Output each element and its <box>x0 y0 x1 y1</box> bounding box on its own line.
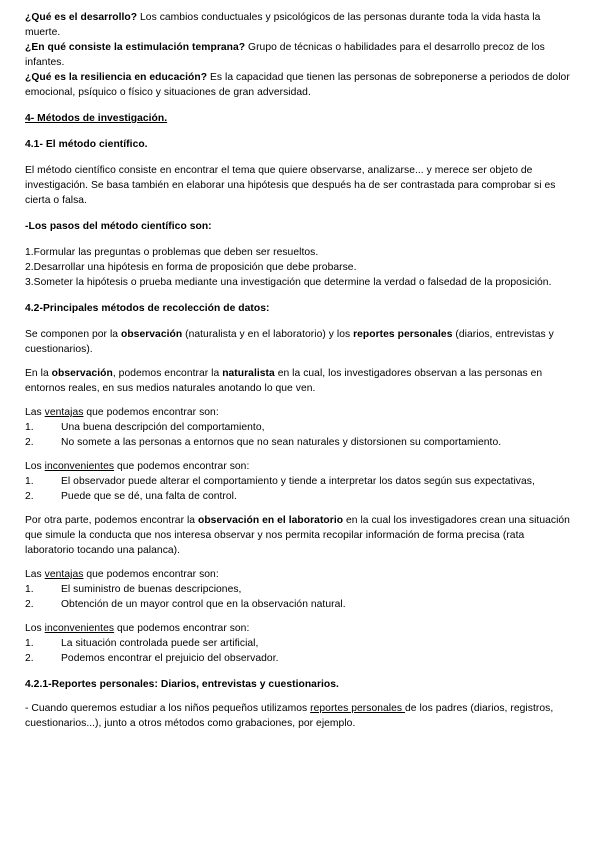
step-item: 2.Desarrollar una hipótesis en forma de proposición que debe probarse. <box>25 262 357 273</box>
answer: Los cambios conductuales y psicológicos de las personas durante toda la vida hasta la muerte. <box>25 12 541 38</box>
personal-reports-body: - Cuando queremos estudiar a los niños pequeños utilizamos reportes personales de los padres (diarios, registros, cuestionarios...), junto a otros métodos como grabaciones, por ejemplo. <box>25 703 554 729</box>
disadvantages-heading: Los inconvenientes que podemos encontrar son: <box>25 461 250 472</box>
answer: Es la capacidad que tienen las personas de sobreponerse a periodos de dolor emocional, psíquico o físico y situaciones de gran adversidad. <box>25 72 570 98</box>
disadvantages-heading: Los inconvenientes que podemos encontrar son: <box>25 623 250 634</box>
list-item: 2. Podemos encontrar el prejuicio del observador. <box>25 653 279 664</box>
question: ¿Qué es la resiliencia en educación? <box>25 72 208 83</box>
qa-desarrollo <box>25 10 575 40</box>
lab-observation: Por otra parte, podemos encontrar la observación en el laboratorio en la cual los investigadores crean una situación que simule la conducta que nos interesa observar y nos permita recopilar información de forma precisa (rata laboratorio tocando una palanca). <box>25 515 570 556</box>
list-item: 2. Puede que se dé, una falta de control. <box>25 491 237 502</box>
collection-intro: Se componen por la observación (naturalista y en el laboratorio) y los reportes personales (diarios, entrevistas y cuestionarios). <box>25 329 554 355</box>
list-item: 1. El suministro de buenas descripciones, <box>25 584 242 595</box>
qa-estimulacion <box>25 40 575 70</box>
document-page <box>25 10 575 731</box>
question: ¿En qué consiste la estimulación temprana? <box>25 42 246 53</box>
section-4-title: 4- Métodos de investigación. <box>25 113 168 124</box>
list-item: 2. Obtención de un mayor control que en la observación natural. <box>25 599 346 610</box>
steps-title: -Los pasos del método científico son: <box>25 221 212 232</box>
scientific-method-body: El método científico consiste en encontrar el tema que quiere observarse, analizarse... y merece ser objeto de investigación. Se basa también en elaborar una hipótesis que después ha de ser contrastada para comprobar si es cierta o falsa. <box>25 165 556 206</box>
list-item: 1. La situación controlada puede ser artificial, <box>25 638 259 649</box>
step-item: 1.Formular las preguntas o problemas que deben ser resueltos. <box>25 247 319 258</box>
qa-resiliencia <box>25 70 575 100</box>
list-item: 1. Una buena descripción del comportamiento, <box>25 422 265 433</box>
section-4-1-title: 4.1- El método científico. <box>25 139 148 150</box>
question: ¿Qué es el desarrollo? <box>25 12 138 23</box>
list-item: 2. No somete a las personas a entornos que no sean naturales y distorsionen su comportamiento. <box>25 437 502 448</box>
section-4-2-1-title: 4.2.1-Reportes personales: Diarios, entrevistas y cuestionarios. <box>25 679 339 690</box>
advantages-heading: Las ventajas que podemos encontrar son: <box>25 407 219 418</box>
step-item: 3.Someter la hipótesis o prueba mediante una investigación que determine la verdad o falsedad de la proposición. <box>25 277 552 288</box>
naturalistic-observation: En la observación, podemos encontrar la naturalista en la cual, los investigadores observan a las personas en entornos reales, en sus medios naturales anotando lo que ven. <box>25 368 543 394</box>
advantages-heading: Las ventajas que podemos encontrar son: <box>25 569 219 580</box>
answer: Grupo de técnicas o habilidades para el desarrollo precoz de los infantes. <box>25 42 545 68</box>
list-item: 1. El observador puede alterar el comportamiento y tiende a interpretar los datos según sus expectativas, <box>25 476 535 487</box>
section-4-2-title: 4.2-Principales métodos de recolección de datos: <box>25 303 270 314</box>
